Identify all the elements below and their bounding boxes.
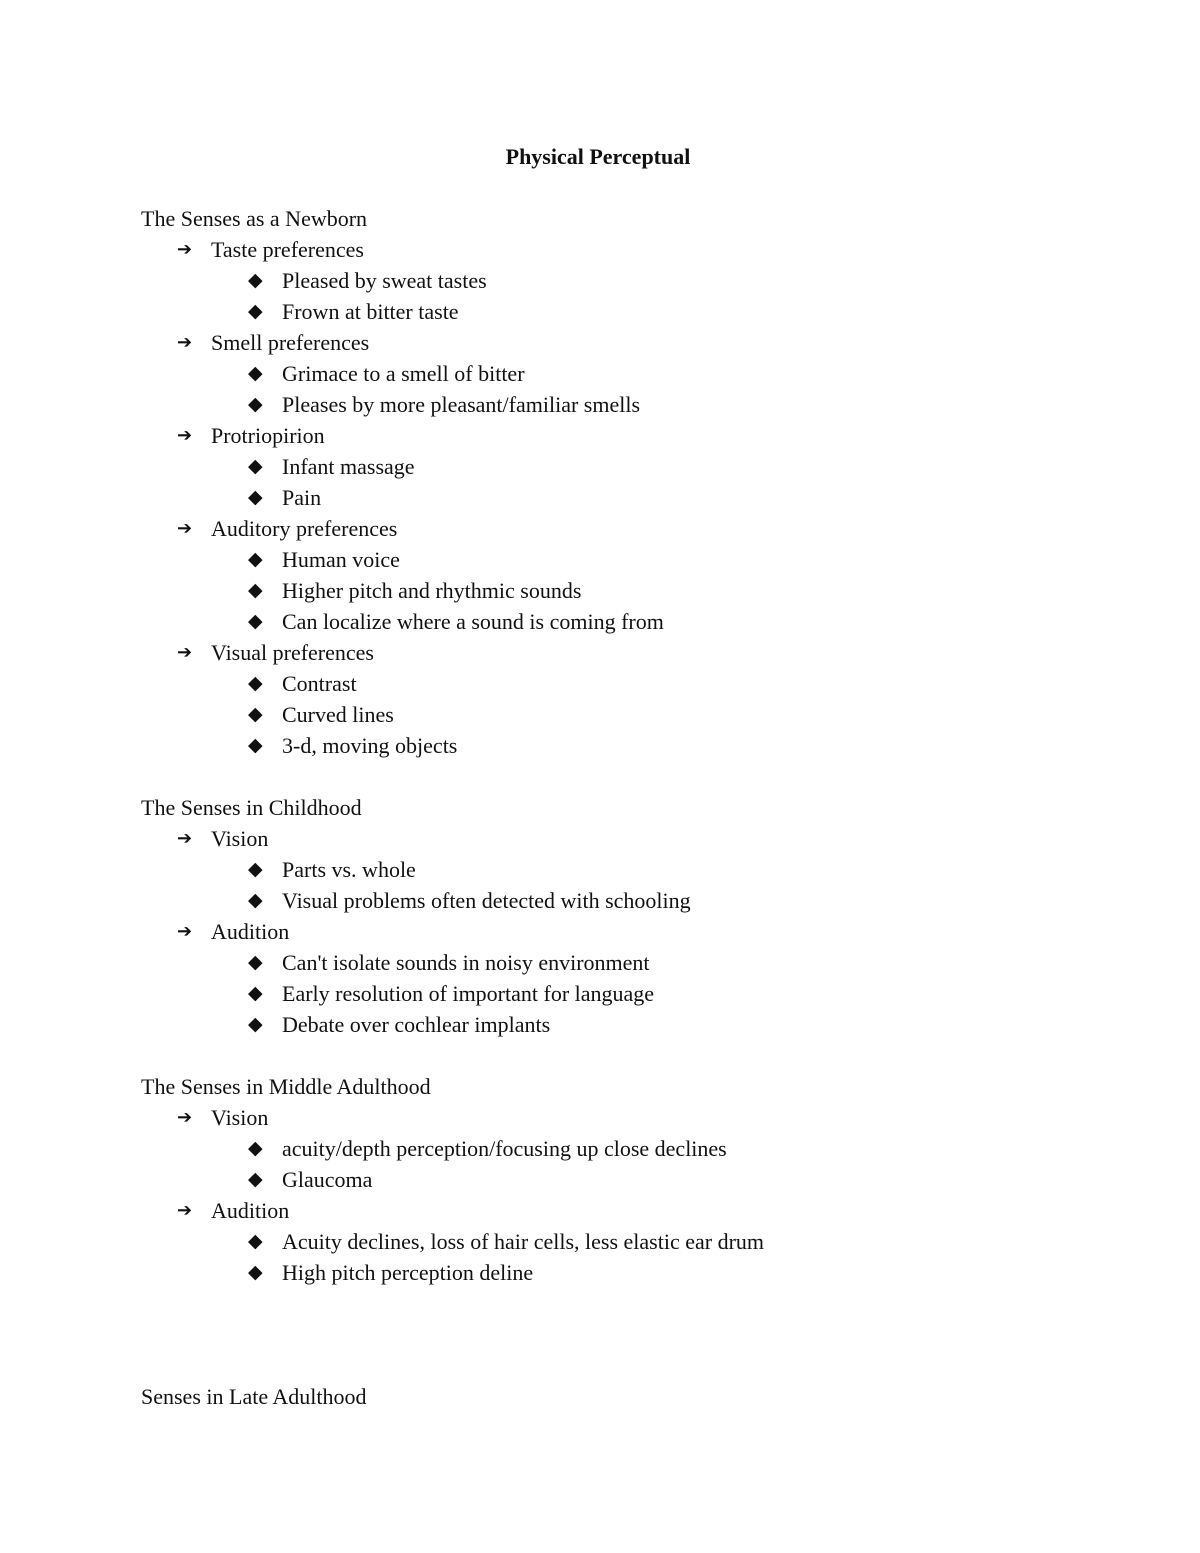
list-item-text: Parts vs. whole [282,857,416,882]
document-body [141,203,1141,1412]
list-item [141,389,1141,420]
list-item-text: Frown at bitter taste [282,299,459,324]
topic-item [141,916,1141,947]
list-item-text: Pleased by sweat tastes [282,268,487,293]
diamond-bullet-icon: ◆ [248,704,263,725]
diamond-bullet-icon: ◆ [248,549,263,570]
list-item [141,1164,1141,1195]
topic-label: Auditory preferences [211,516,398,541]
diamond-bullet-icon: ◆ [248,487,263,508]
diamond-bullet-icon: ◆ [248,270,263,291]
diamond-bullet-icon: ◆ [248,890,263,911]
list-item-text: High pitch perception deline [282,1260,534,1285]
arrow-bullet-icon: ➔ [177,332,193,352]
diamond-bullet-icon: ◆ [248,952,263,973]
diamond-bullet-icon: ◆ [248,1231,263,1252]
topic-label: Audition [211,1198,290,1223]
diamond-bullet-icon: ◆ [248,983,263,1004]
diamond-bullet-icon: ◆ [248,580,263,601]
topic-item [141,1102,1141,1133]
list-item-text: Pleases by more pleasant/familiar smells [282,392,641,417]
arrow-bullet-icon: ➔ [177,518,193,538]
diamond-bullet-icon: ◆ [248,859,263,880]
list-item-text: Can't isolate sounds in noisy environment [282,950,650,975]
list-item-text: Human voice [282,547,400,572]
list-item [141,1257,1141,1288]
section-heading: Senses in Late Adulthood [141,1384,367,1409]
list-item [141,1009,1141,1040]
list-item-text: Infant massage [282,454,415,479]
topic-item [141,327,1141,358]
section-late-adulthood [141,1381,1141,1412]
list-item-text: Early resolution of important for language [282,981,655,1006]
list-item [141,482,1141,513]
list-item [141,854,1141,885]
topic-label: Audition [211,919,290,944]
arrow-bullet-icon: ➔ [177,828,193,848]
list-item [141,296,1141,327]
list-item [141,265,1141,296]
topic-item [141,234,1141,265]
topic-item [141,637,1141,668]
list-item [141,575,1141,606]
list-item-text: 3-d, moving objects [282,733,458,758]
document-title: Physical Perceptual [505,144,691,169]
topic-label: Vision [211,826,269,851]
list-item-text: Curved lines [282,702,394,727]
diamond-bullet-icon: ◆ [248,1138,263,1159]
list-item [141,358,1141,389]
list-item [141,978,1141,1009]
list-item [141,451,1141,482]
list-item-text: Contrast [282,671,357,696]
section-middle-adulthood [141,1071,1141,1288]
section-newborn [141,203,1141,761]
arrow-bullet-icon: ➔ [177,239,193,259]
list-item [141,947,1141,978]
arrow-bullet-icon: ➔ [177,921,193,941]
arrow-bullet-icon: ➔ [177,1107,193,1127]
section-childhood [141,792,1141,1040]
list-item-text: acuity/depth perception/focusing up close declines [282,1136,727,1161]
diamond-bullet-icon: ◆ [248,735,263,756]
arrow-bullet-icon: ➔ [177,1200,193,1220]
section-heading: The Senses as a Newborn [141,206,368,231]
list-item [141,1226,1141,1257]
list-item-text: Debate over cochlear implants [282,1012,551,1037]
section-heading: The Senses in Middle Adulthood [141,1074,431,1099]
diamond-bullet-icon: ◆ [248,673,263,694]
list-item [141,730,1141,761]
list-item [141,699,1141,730]
topic-item [141,420,1141,451]
topic-label: Smell preferences [211,330,370,355]
list-item-text: Visual problems often detected with schooling [282,888,691,913]
topic-label: Taste preferences [211,237,364,262]
arrow-bullet-icon: ➔ [177,425,193,445]
topic-label: Visual preferences [211,640,374,665]
list-item-text: Pain [282,485,322,510]
diamond-bullet-icon: ◆ [248,1262,263,1283]
list-item [141,1133,1141,1164]
arrow-bullet-icon: ➔ [177,642,193,662]
diamond-bullet-icon: ◆ [248,611,263,632]
diamond-bullet-icon: ◆ [248,363,263,384]
list-item [141,668,1141,699]
list-item [141,885,1141,916]
diamond-bullet-icon: ◆ [248,394,263,415]
diamond-bullet-icon: ◆ [248,1014,263,1035]
list-item [141,544,1141,575]
topic-label: Protriopirion [211,423,325,448]
diamond-bullet-icon: ◆ [248,456,263,477]
list-item [141,606,1141,637]
list-item-text: Higher pitch and rhythmic sounds [282,578,582,603]
section-heading: The Senses in Childhood [141,795,362,820]
diamond-bullet-icon: ◆ [248,301,263,322]
diamond-bullet-icon: ◆ [248,1169,263,1190]
list-item-text: Can localize where a sound is coming from [282,609,664,634]
topic-label: Vision [211,1105,269,1130]
list-item-text: Acuity declines, loss of hair cells, less elastic ear drum [282,1229,765,1254]
topic-item [141,823,1141,854]
topic-item [141,513,1141,544]
list-item-text: Glaucoma [282,1167,373,1192]
list-item-text: Grimace to a smell of bitter [282,361,525,386]
topic-item [141,1195,1141,1226]
